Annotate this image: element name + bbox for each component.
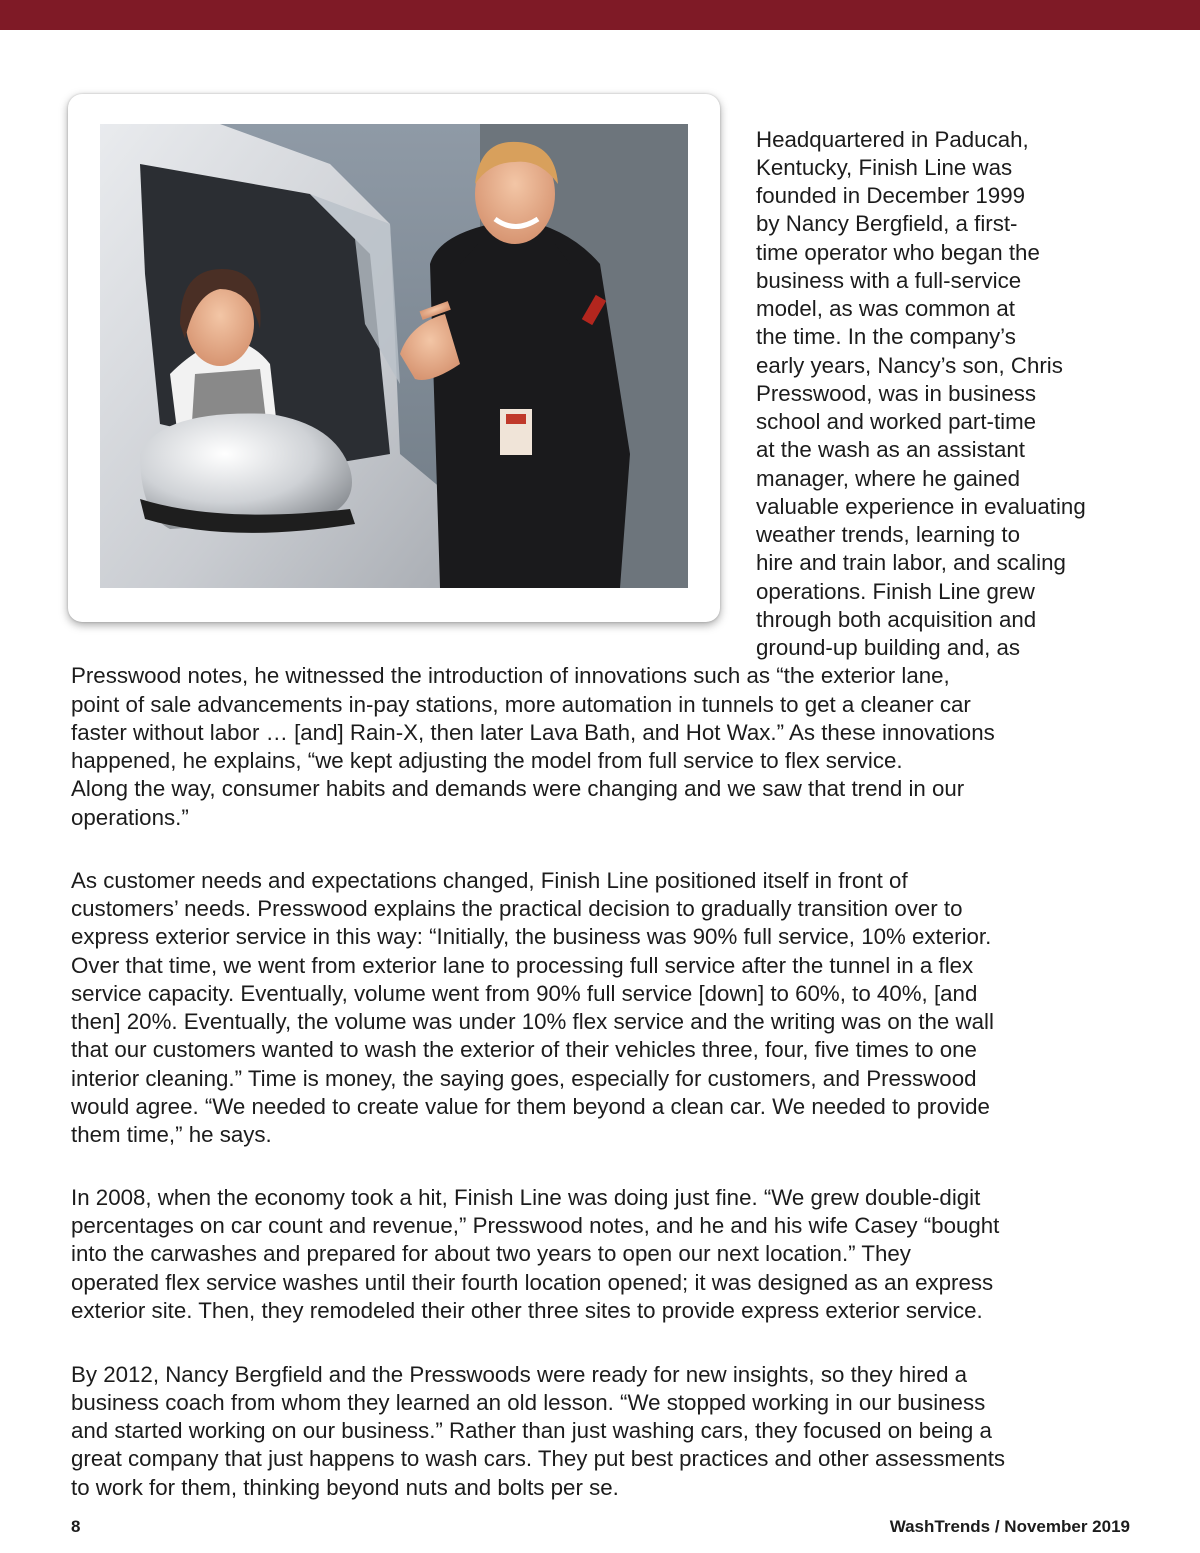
text-line: time operator who began the: [756, 240, 1040, 265]
text-line: In 2008, when the economy took a hit, Finish Line was doing just fine. “We grew double-digit: [71, 1185, 981, 1210]
text-line: early years, Nancy’s son, Chris: [756, 353, 1063, 378]
header-accent-bar: [0, 0, 1200, 30]
photo-icon: [100, 124, 688, 588]
text-line: founded in December 1999: [756, 183, 1025, 208]
photo-frame: [68, 94, 720, 622]
text-line: at the wash as an assistant: [756, 437, 1025, 462]
text-line: faster without labor … [and] Rain-X, then later Lava Bath, and Hot Wax.” As these innovations: [71, 720, 995, 745]
text-line: customers’ needs. Presswood explains the practical decision to gradually transition over to: [71, 896, 963, 921]
text-line: Headquartered in Paducah,: [756, 127, 1029, 152]
text-line: operations. Finish Line grew: [756, 579, 1035, 604]
publication-footer: WashTrends / November 2019: [889, 1517, 1130, 1536]
text-line: them time,” he says.: [71, 1122, 272, 1147]
text-line: Over that time, we went from exterior lane to processing full service after the tunnel in a flex: [71, 953, 974, 978]
text-line: operations.”: [71, 805, 189, 830]
text-line: business with a full-service: [756, 268, 1022, 293]
text-line: happened, he explains, “we kept adjusting the model from full service to flex service.: [71, 748, 903, 773]
text-line: then] 20%. Eventually, the volume was under 10% flex service and the writing was on the wall: [71, 1009, 994, 1034]
text-line: great company that just happens to wash cars. They put best practices and other assessments: [71, 1446, 1006, 1471]
text-line: As customer needs and expectations changed, Finish Line positioned itself in front of: [71, 868, 908, 893]
text-line: by Nancy Bergfield, a first-: [756, 211, 1018, 236]
text-line: through both acquisition and: [756, 607, 1037, 632]
text-line: interior cleaning.” Time is money, the saying goes, especially for customers, and Presswood: [71, 1066, 977, 1091]
text-line: service capacity. Eventually, volume went from 90% full service [down] to 60%, to 40%, [and: [71, 981, 978, 1006]
text-line: that our customers wanted to wash the exterior of their vehicles three, four, five times to one: [71, 1037, 977, 1062]
text-line: to work for them, thinking beyond nuts and bolts per se.: [71, 1475, 619, 1500]
text-line: the time. In the company’s: [756, 324, 1016, 349]
text-line: ground-up building and, as: [756, 635, 1021, 660]
text-line: business coach from whom they learned an old lesson. “We stopped working in our business: [71, 1390, 986, 1415]
text-line: percentages on car count and revenue,” Presswood notes, and he and his wife Casey “bought: [71, 1213, 1000, 1238]
text-line: operated flex service washes until their fourth location opened; it was designed as an express: [71, 1270, 994, 1295]
text-line: weather trends, learning to: [756, 522, 1021, 547]
text-line: point of sale advancements in-pay stations, more automation in tunnels to get a cleaner car: [71, 692, 971, 717]
text-line: model, as was common at: [756, 296, 1015, 321]
photo-woman-in-car-with-attendant: [100, 124, 688, 588]
text-line: Along the way, consumer habits and demands were changing and we saw that trend in our: [71, 776, 965, 801]
text-line: By 2012, Nancy Bergfield and the Presswoods were ready for new insights, so they hired a: [71, 1362, 968, 1387]
text-line: express exterior service in this way: “Initially, the business was 90% full service, 10% exterior.: [71, 924, 992, 949]
text-line: would agree. “We needed to create value for them beyond a clean car. We needed to provide: [71, 1094, 990, 1119]
text-line: hire and train labor, and scaling: [756, 550, 1066, 575]
page-number: 8: [71, 1517, 81, 1536]
text-line: valuable experience in evaluating: [756, 494, 1086, 519]
text-line: Presswood, was in business: [756, 381, 1037, 406]
text-line: Kentucky, Finish Line was: [756, 155, 1013, 180]
text-line: school and worked part-time: [756, 409, 1037, 434]
text-line: exterior site. Then, they remodeled their other three sites to provide express exterior service.: [71, 1298, 983, 1323]
text-line: Presswood notes, he witnessed the introduction of innovations such as “the exterior lane,: [71, 663, 950, 688]
text-line: manager, where he gained: [756, 466, 1021, 491]
text-line: into the carwashes and prepared for about two years to open our next location.” They: [71, 1241, 911, 1266]
text-line: and started working on our business.” Rather than just washing cars, they focused on being a: [71, 1418, 992, 1443]
